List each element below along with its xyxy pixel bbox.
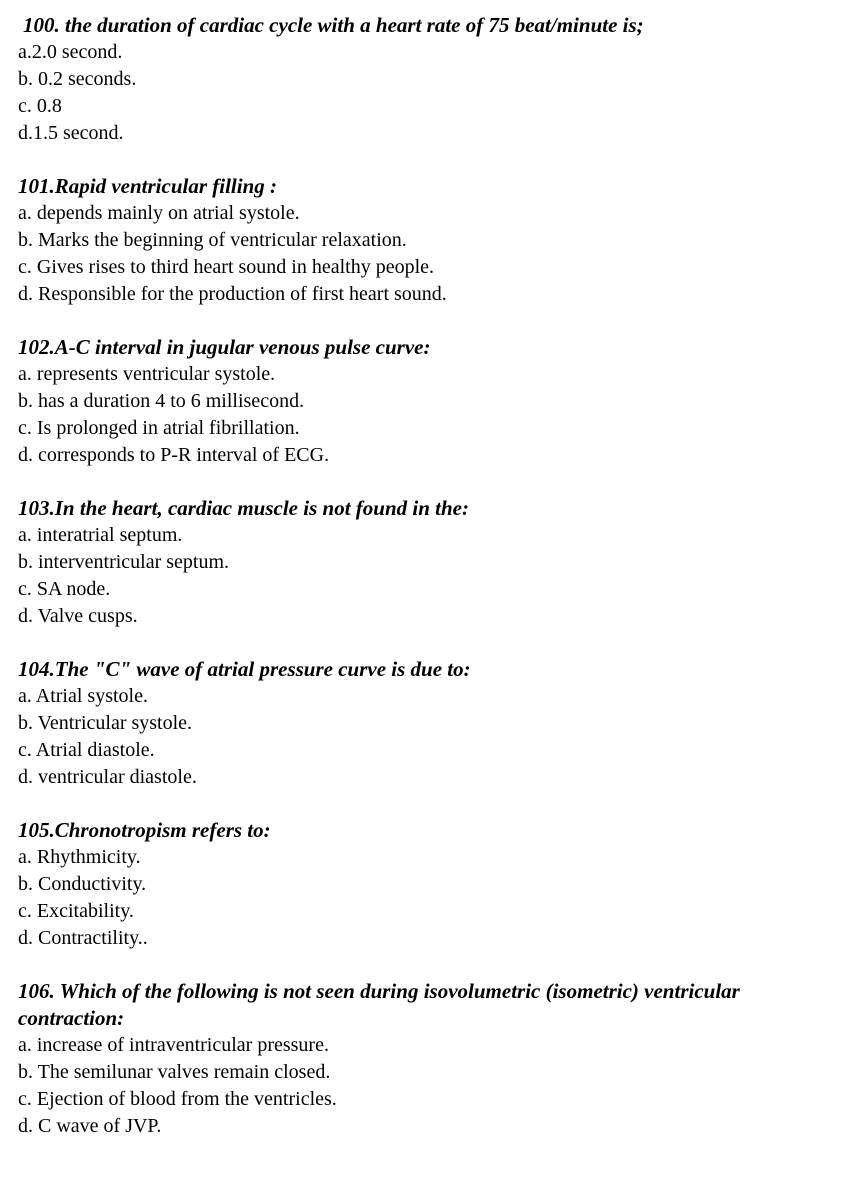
option-d: d.1.5 second. — [18, 122, 124, 144]
question-100 — [18, 12, 832, 147]
question-105 — [18, 817, 832, 952]
option-d: d. ventricular diastole. — [18, 766, 197, 788]
question-title: 103.In the heart, cardiac muscle is not found in the: — [18, 496, 469, 520]
question-104 — [18, 656, 832, 791]
question-title: 102.A-C interval in jugular venous pulse curve: — [18, 335, 431, 359]
option-a: a. depends mainly on atrial systole. — [18, 202, 300, 224]
option-a: a. increase of intraventricular pressure. — [18, 1034, 329, 1056]
question-title: 104.The "C" wave of atrial pressure curve is due to: — [18, 657, 471, 681]
option-b: b. has a duration 4 to 6 millisecond. — [18, 390, 305, 412]
option-c: c. SA node. — [18, 578, 111, 600]
option-b: b. 0.2 seconds. — [18, 68, 137, 90]
question-title: 106. Which of the following is not seen during isovolumetric (isometric) ventricular contraction: — [18, 979, 740, 1030]
option-b: b. Conductivity. — [18, 873, 147, 895]
question-102 — [18, 334, 832, 469]
option-d: d. corresponds to P-R interval of ECG. — [18, 444, 330, 466]
question-103 — [18, 495, 832, 630]
option-c: c. Gives rises to third heart sound in healthy people. — [18, 256, 435, 278]
option-a: a. interatrial septum. — [18, 524, 183, 546]
question-title: 105.Chronotropism refers to: — [18, 818, 271, 842]
option-b: b. Marks the beginning of ventricular relaxation. — [18, 229, 407, 251]
option-b: b. The semilunar valves remain closed. — [18, 1061, 331, 1083]
option-c: c. Excitability. — [18, 900, 134, 922]
option-d: d. C wave of JVP. — [18, 1115, 162, 1137]
option-a: a. represents ventricular systole. — [18, 363, 276, 385]
option-a: a. Rhythmicity. — [18, 846, 141, 868]
option-c: c. Atrial diastole. — [18, 739, 155, 761]
option-a: a. Atrial systole. — [18, 685, 148, 707]
option-c: c. Ejection of blood from the ventricles. — [18, 1088, 337, 1110]
option-d: d. Responsible for the production of first heart sound. — [18, 283, 447, 305]
option-d: d. Contractility.. — [18, 927, 148, 949]
question-101 — [18, 173, 832, 308]
option-a: a.2.0 second. — [18, 41, 123, 63]
option-c: c. Is prolonged in atrial fibrillation. — [18, 417, 300, 439]
option-b: b. interventricular septum. — [18, 551, 230, 573]
option-d: d. Valve cusps. — [18, 605, 138, 627]
option-b: b. Ventricular systole. — [18, 712, 193, 734]
option-c: c. 0.8 — [18, 95, 62, 117]
question-title: 101.Rapid ventricular filling : — [18, 174, 278, 198]
question-title: 100. the duration of cardiac cycle with a heart rate of 75 beat/minute is; — [23, 13, 644, 37]
question-106 — [18, 978, 832, 1140]
